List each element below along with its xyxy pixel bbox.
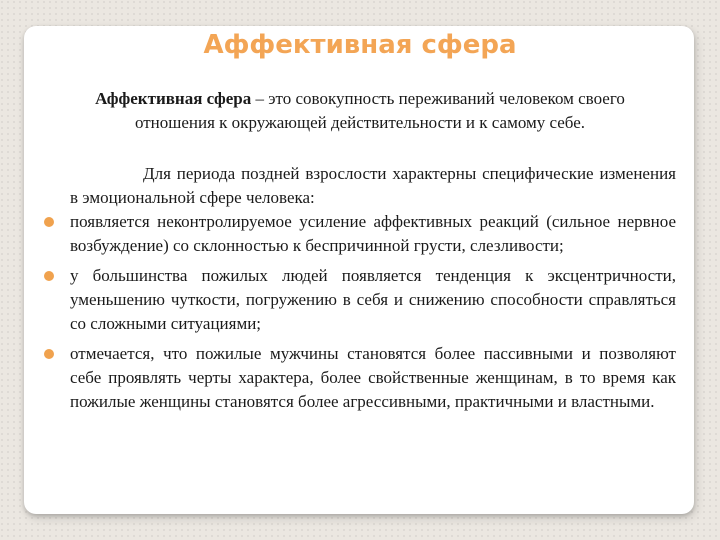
slide-title: Аффективная сфера <box>203 30 517 60</box>
bullet-dot-icon <box>44 349 54 359</box>
list-item <box>70 264 676 336</box>
intro-paragraph: Для периода поздней взрослости характерны специфические изменения в эмоциональной сфере человека: <box>70 164 676 207</box>
definition-text: – это совокупность переживаний человеком своего отношения к окружающей действительности и к самому себе. <box>134 89 625 132</box>
list-item-text: появляется неконтролируемое усиление аффективных реакций (сильное нервное возбуждение) со склонностью к беспричинной грусти, слезливости; <box>70 212 676 255</box>
list-item-text: у большинства пожилых людей появляется тенденция к эксцентричности, уменьшению чуткости, погружению в себя и снижению способности справляться со сложными ситуациями; <box>70 266 676 333</box>
definition-paragraph <box>70 87 650 135</box>
bullet-list <box>70 210 676 420</box>
bullet-dot-icon <box>44 217 54 227</box>
list-item <box>70 342 676 414</box>
definition-term: Аффективная сфера <box>95 89 252 108</box>
list-item-text: отмечается, что пожилые мужчины становятся более пассивными и позволяют себе проявлять черты характера, более свойственные женщинам, в то время как пожилые женщины становятся более агрессивными, практичными и властными. <box>70 344 676 411</box>
list-item <box>70 210 676 258</box>
bullet-dot-icon <box>44 271 54 281</box>
